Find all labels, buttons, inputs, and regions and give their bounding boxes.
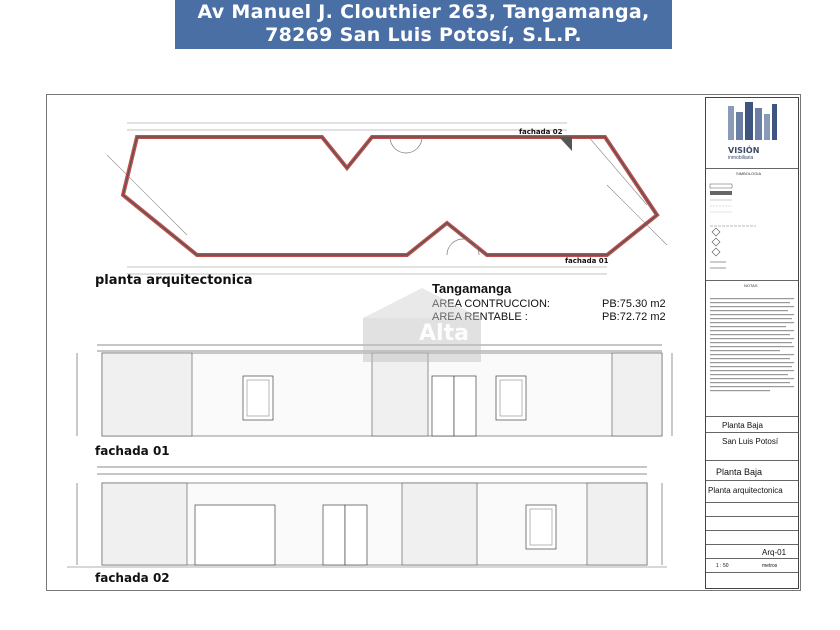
symbol-legend [706,180,798,280]
plan-fachada-02-tag: fachada 02 [519,128,563,136]
elevation-01-label: fachada 01 [95,444,170,458]
plan-wall-core [123,137,657,255]
plan-door-top [390,137,422,153]
area-construccion-value: PB:75.30 m2 [602,298,666,310]
sheet-key-value: Arq-01 [762,548,787,557]
scale-cell [706,558,798,572]
elevation-02-label: fachada 02 [95,571,170,585]
blank-row-3 [706,530,798,544]
location-value: San Luis Potosí [722,437,779,446]
elevation-02 [67,467,667,567]
architectural-sheet [46,94,801,591]
area-rentable-value: PB:72.72 m2 [602,311,666,323]
scale-value: 1 : 50 [716,563,729,569]
address-line-2: 78269 San Luis Potosí, S.L.P. [265,24,582,46]
content-value: Planta arquitectonica [708,486,783,495]
blank-row-4 [706,572,798,588]
sheet-key-cell [706,544,798,558]
plan-label: planta arquitectonica [95,273,253,288]
area-rentable-label: AREA RENTABLE : [432,311,528,323]
blank-row-1 [706,502,798,516]
plan-fachada-01-tag: fachada 01 [565,257,609,265]
plan-walls [123,137,657,255]
address-banner [175,0,672,49]
area-title: Tangamanga [432,281,512,296]
content-cell [706,480,798,498]
simbologia-header: SIMBOLOGIA [706,168,798,178]
notes-text-block [706,292,798,412]
location-cell [706,432,798,448]
title-block [705,97,799,589]
brand-subtitle: inmobiliaria [728,155,754,161]
blank-row-2 [706,516,798,530]
watermark-text: Alta [419,321,469,346]
notas-header: NOTAS [706,280,798,290]
address-line-1: Av Manuel J. Clouthier 263, Tangamanga, [197,1,650,23]
project-value: Planta Baja [722,421,763,430]
plan-column [559,137,572,151]
area-construccion-label: AREA CONTRUCCION: [432,298,550,310]
project-cell [706,416,798,432]
floor-plan [123,137,657,255]
brand-name: VISIÓN [728,146,760,155]
plan-name-value: Planta Baja [716,467,763,477]
units-value: metros [762,563,778,569]
plan-name-cell [706,460,798,478]
